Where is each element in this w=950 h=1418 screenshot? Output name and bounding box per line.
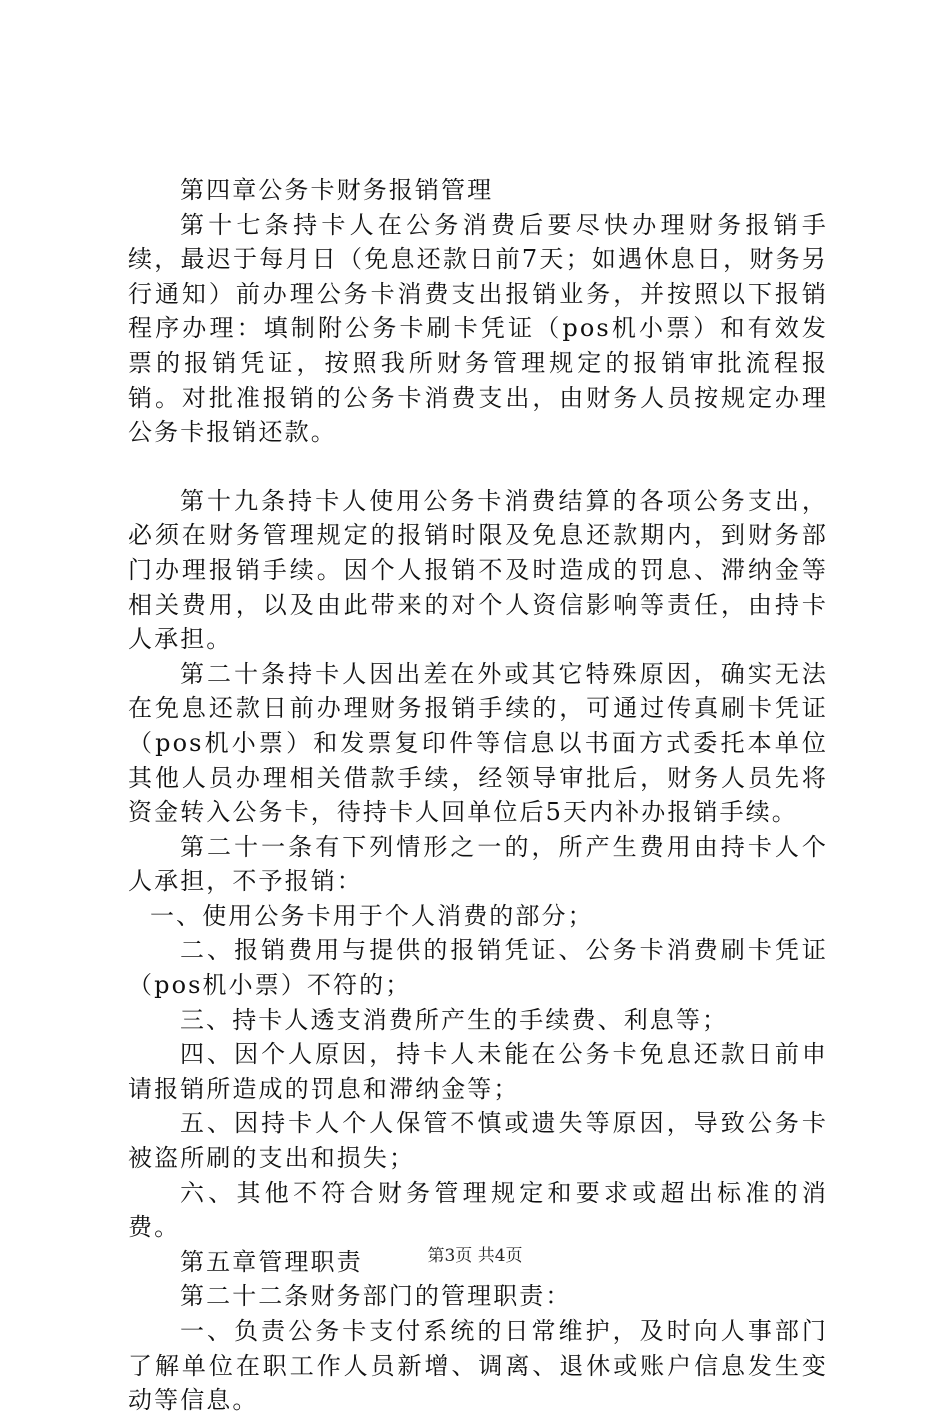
list-item: 一、使用公务卡用于个人消费的部分； <box>150 901 594 930</box>
article-paragraph: 第二十条持卡人因出差在外或其它特殊原因，确实无法在免息还款日前办理财务报销手续的，可通过传真刷卡凭证（pos机小票）和发票复印件等信息以书面方式委托本单位其他人员办理相关借款手续，经领导审批后，财务人员先将资金转入公务卡，待持卡人回单位后5天内补办报销手续。 <box>128 659 828 827</box>
list-item: 三、持卡人透支消费所产生的手续费、利息等； <box>180 1005 729 1034</box>
chapter-heading: 第四章公务卡财务报销管理 <box>180 176 494 204</box>
chapter-heading: 第五章管理职责 <box>180 1247 363 1276</box>
article-paragraph: 第十七条持卡人在公务消费后要尽快办理财务报销手续，最迟于每月日（免息还款日前7天；如遇休息日，财务另行通知）前办理公务卡消费支出报销业务，并按照以下报销程序办理：填制附公务卡刷卡凭证（pos机小票）和有效发票的报销凭证，按照我所财务管理规定的报销审批流程报销。对批准报销的公务卡消费支出，由财务人员按规定办理公务卡报销还款。 <box>128 210 828 447</box>
document-body <box>128 173 828 1418</box>
list-item: 六、其他不符合财务管理规定和要求或超出标准的消费。 <box>128 1178 828 1242</box>
page-number-footer: 第3页 共4页 <box>427 1246 523 1266</box>
article-paragraph: 第十九条持卡人使用公务卡消费结算的各项公务支出，必须在财务管理规定的报销时限及免息还款期内，到财务部门办理报销手续。因个人报销不及时造成的罚息、滞纳金等相关费用，以及由此带来的对个人资信影响等责任，由持卡人承担。 <box>128 486 828 654</box>
list-item: 五、因持卡人个人保管不慎或遗失等原因，导致公务卡被盗所刷的支出和损失； <box>128 1109 828 1173</box>
list-item: 一、负责公务卡支付系统的日常维护，及时向人事部门了解单位在职工作人员新增、调离、退休或账户信息发生变动等信息。 <box>128 1317 828 1415</box>
list-item: 二、报销费用与提供的报销凭证、公务卡消费刷卡凭证（pos机小票）不符的； <box>128 936 828 1000</box>
article-paragraph: 第二十二条财务部门的管理职责： <box>180 1282 572 1311</box>
article-paragraph: 第二十一条有下列情形之一的，所产生费用由持卡人个人承担，不予报销： <box>128 832 828 896</box>
list-item: 四、因个人原因，持卡人未能在公务卡免息还款日前申请报销所造成的罚息和滞纳金等； <box>128 1040 828 1103</box>
